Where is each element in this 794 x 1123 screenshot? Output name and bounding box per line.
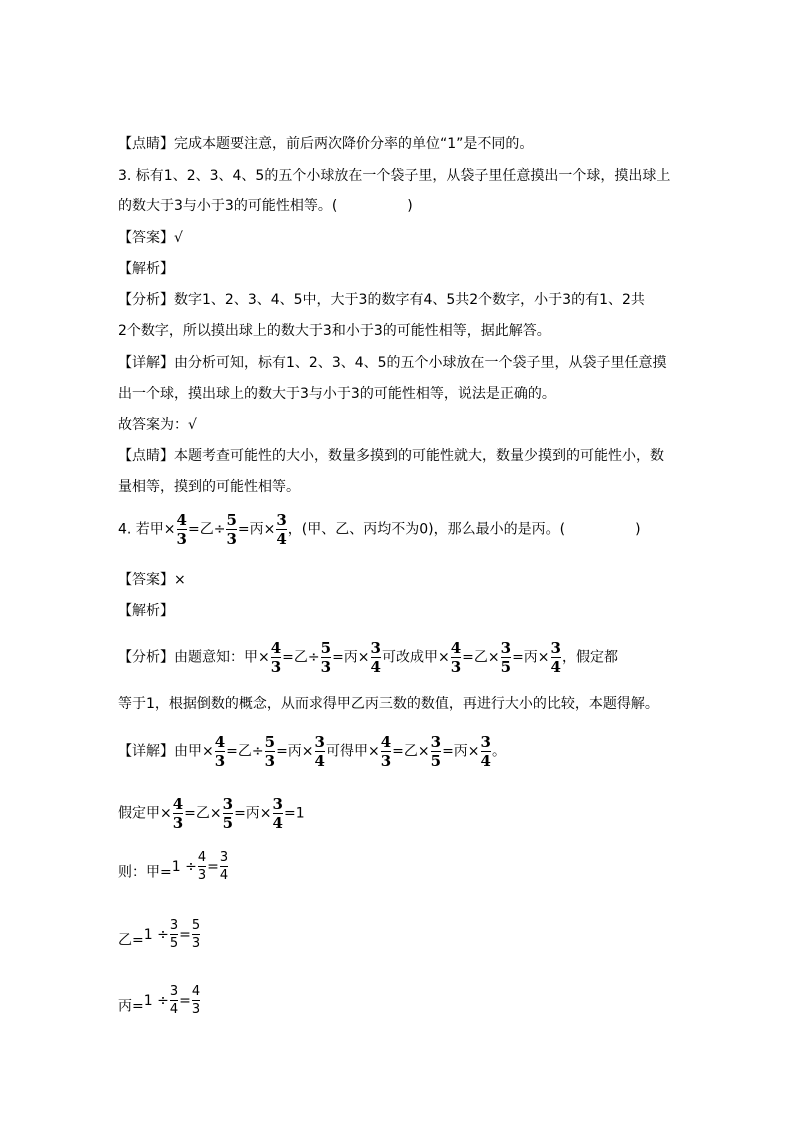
xiangjie-text: 由分析可知，标有1、2、3、4、5的五个小球放在一个袋子里，从袋子里任意摸 (174, 355, 667, 371)
fraction (271, 640, 281, 675)
xiangjie-tag: 【详解】 (118, 355, 174, 371)
numerator: 4 (197, 850, 207, 865)
text: =丙× (442, 743, 480, 760)
q4-assume-line (118, 796, 305, 831)
text: =丙× (234, 805, 272, 822)
text: 由题意知：甲× (174, 649, 270, 666)
text: =丙× (512, 649, 550, 666)
fenxi-tag: 【分析】 (118, 649, 174, 666)
text: = (179, 926, 191, 943)
label: 则：甲= (118, 864, 172, 881)
fraction (177, 512, 187, 547)
text: =乙÷ (282, 649, 320, 666)
fraction (170, 918, 178, 951)
text: =乙× (184, 805, 222, 822)
fraction-bar (192, 1000, 200, 1001)
fraction (551, 640, 561, 675)
denominator: 5 (169, 936, 179, 951)
numerator: 4 (450, 639, 462, 657)
fraction (220, 850, 228, 883)
fraction-bar (170, 934, 178, 935)
text: 由甲× (174, 743, 214, 760)
q4-jia-line (118, 850, 229, 889)
dianjing-line (118, 134, 533, 154)
q3-line1: 3. 标有1、2、3、4、5的五个小球放在一个袋子里，从袋子里任意摸出一个球，摸出球上 (118, 168, 671, 184)
answer-value: × (174, 572, 186, 588)
text: 1 ÷ (143, 992, 169, 1009)
fraction (276, 512, 286, 547)
q3-jiexi: 【解析】 (118, 261, 174, 277)
numerator: 4 (270, 639, 282, 657)
tag: 【点睛】 (118, 136, 174, 152)
q3-fenxi-line2: 2个数字，所以摸出球上的数大于3和小于3的可能性相等，据此解答。 (118, 323, 551, 339)
numerator: 5 (226, 511, 237, 529)
denominator: 3 (191, 1002, 201, 1017)
dianjing-tag: 【点睛】 (118, 448, 174, 464)
numerator: 3 (550, 639, 561, 657)
text: =乙× (462, 649, 500, 666)
denominator: 4 (370, 658, 381, 676)
fraction (321, 640, 331, 675)
denominator: 4 (272, 814, 283, 832)
denominator: 3 (176, 530, 187, 548)
q3-xiangjie-line1 (118, 353, 667, 373)
text: 可得甲× (325, 743, 380, 760)
text: = (179, 992, 191, 1009)
numerator: 3 (222, 795, 234, 813)
denominator: 4 (169, 1002, 179, 1017)
expression (143, 918, 201, 951)
numerator: 3 (314, 733, 325, 751)
text: =丙× (276, 743, 314, 760)
q4-xiangjie-line (118, 734, 506, 769)
fraction (431, 734, 441, 769)
text: =1 (283, 805, 305, 822)
text: ，假定都 (561, 649, 618, 666)
fraction (381, 734, 391, 769)
text: =乙× (392, 743, 430, 760)
q3-fenxi-line1 (118, 290, 645, 310)
text: 。 (491, 743, 506, 760)
denominator: 5 (222, 814, 234, 832)
numerator: 5 (320, 639, 332, 657)
denominator: 5 (430, 752, 442, 770)
q4-yi-line (118, 918, 201, 957)
xiangjie-tag: 【详解】 (118, 743, 174, 760)
fraction (273, 796, 283, 831)
fraction-bar (220, 866, 228, 867)
q3-line2: 的数大于3与小于3的可能性相等。( ) (118, 198, 413, 214)
numerator: 4 (191, 984, 201, 999)
fraction (265, 734, 275, 769)
numerator: 5 (264, 733, 276, 751)
text: =乙÷ (226, 743, 264, 760)
numerator: 3 (370, 639, 381, 657)
fraction-bar (170, 1000, 178, 1001)
fenxi-text: 数字1、2、3、4、5中，大于3的数字有4、5共2个数字，小于3的有1、2共 (174, 292, 645, 308)
fraction (371, 640, 381, 675)
q4-fenxi-line2: 等于1，根据倒数的概念，从而求得甲乙丙三数的数值，再进行大小的比较，本题得解。 (118, 696, 659, 712)
numerator: 3 (480, 733, 491, 751)
text: =乙÷ (187, 521, 226, 538)
numerator: 4 (214, 733, 226, 751)
text: 可改成甲× (381, 649, 450, 666)
fraction (192, 984, 200, 1017)
fraction (173, 796, 183, 831)
fraction (170, 984, 178, 1017)
denominator: 4 (276, 530, 287, 548)
expression (143, 984, 201, 1017)
fraction (481, 734, 491, 769)
dianjing-text: 本题考查可能性的大小，数量多摸到的可能性就大，数量少摸到的可能性小，数 (174, 448, 664, 464)
label: 丙= (118, 998, 144, 1015)
numerator: 3 (276, 511, 287, 529)
q4-jiexi: 【解析】 (118, 603, 174, 619)
answer-value: √ (174, 230, 183, 246)
numerator: 4 (172, 795, 184, 813)
numerator: 3 (430, 733, 442, 751)
q4-bing-line (118, 984, 201, 1023)
numerator: 3 (169, 918, 179, 933)
q3-dianjing-line1 (118, 446, 664, 466)
denominator: 4 (219, 868, 229, 883)
fraction (501, 640, 511, 675)
denominator: 3 (270, 658, 282, 676)
denominator: 5 (500, 658, 512, 676)
fraction (192, 918, 200, 951)
denominator: 3 (226, 530, 237, 548)
text: 1 ÷ (171, 858, 197, 875)
fraction-bar (198, 866, 206, 867)
denominator: 3 (450, 658, 462, 676)
fraction-bar (192, 934, 200, 935)
q3-answer (118, 228, 183, 248)
fraction (223, 796, 233, 831)
text: 4. 若甲× (118, 521, 176, 538)
fraction (226, 512, 236, 547)
fraction (451, 640, 461, 675)
fraction (198, 850, 206, 883)
numerator: 4 (380, 733, 392, 751)
text: 完成本题要注意，前后两次降价分率的单位“1”是不同的。 (174, 136, 534, 152)
denominator: 3 (320, 658, 332, 676)
numerator: 4 (176, 511, 187, 529)
text: =丙× (332, 649, 370, 666)
q3-xiangjie-line2: 出一个球，摸出球上的数大于3与小于3的可能性相等，说法是正确的。 (118, 386, 556, 402)
q3-dianjing-line2: 量相等，摸到的可能性相等。 (118, 479, 300, 495)
text: = (207, 858, 219, 875)
numerator: 3 (500, 639, 512, 657)
q4-fenxi-line1 (118, 640, 618, 675)
numerator: 3 (219, 850, 229, 865)
answer-tag: 【答案】 (118, 230, 174, 246)
text: ，(甲、乙、丙均不为0)，那么最小的是丙。( ) (287, 521, 641, 538)
denominator: 4 (314, 752, 325, 770)
numerator: 3 (272, 795, 283, 813)
answer-tag: 【答案】 (118, 572, 174, 588)
denominator: 4 (550, 658, 561, 676)
numerator: 5 (191, 918, 201, 933)
numerator: 3 (169, 984, 179, 999)
denominator: 3 (172, 814, 184, 832)
label: 乙= (118, 932, 144, 949)
denominator: 4 (480, 752, 491, 770)
q3-guda: 故答案为：√ (118, 417, 197, 433)
denominator: 3 (264, 752, 276, 770)
denominator: 3 (214, 752, 226, 770)
text: 假定甲× (118, 805, 172, 822)
text: =丙× (237, 521, 276, 538)
fraction (315, 734, 325, 769)
denominator: 3 (197, 868, 207, 883)
fenxi-tag: 【分析】 (118, 292, 174, 308)
expression (171, 850, 229, 883)
text: 1 ÷ (143, 926, 169, 943)
q4-statement (118, 512, 641, 547)
q4-answer (118, 570, 186, 590)
fraction (215, 734, 225, 769)
denominator: 3 (191, 936, 201, 951)
denominator: 3 (380, 752, 392, 770)
